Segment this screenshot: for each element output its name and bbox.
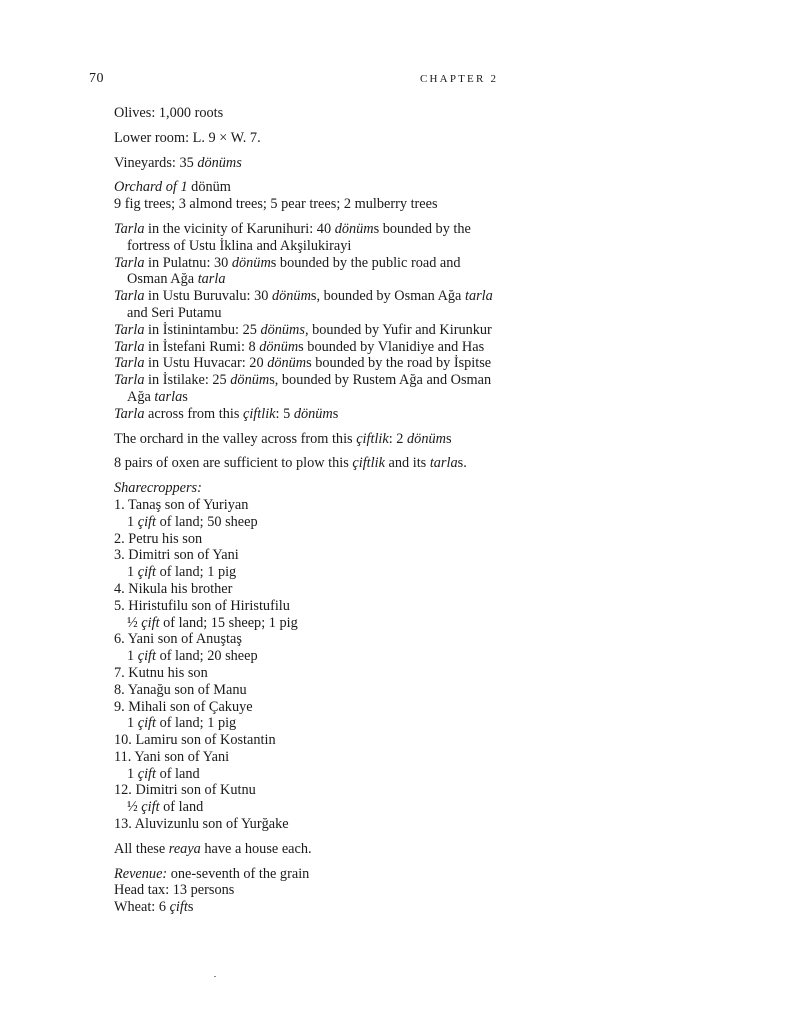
text-run: ½ — [127, 614, 142, 631]
text-run: 8. Yanağu son of Manu — [114, 681, 247, 698]
italic-term: Sharecroppers: — [114, 480, 202, 497]
continuation-line — [114, 389, 494, 406]
page-number: 70 — [89, 71, 104, 86]
text-run: s — [182, 388, 188, 405]
text-run: 11. Yani son of Yani — [114, 748, 230, 765]
text-run: Lower room: L. 9 × W. 7. — [114, 129, 261, 146]
text-line — [114, 732, 494, 749]
italic-term: çift — [141, 799, 160, 816]
italic-term: çiftlik — [242, 405, 276, 422]
italic-term: tarla — [429, 455, 458, 472]
text-line — [114, 497, 494, 514]
text-run: s bounded by the public road and — [270, 254, 461, 271]
italic-term: dönüm — [259, 338, 299, 355]
text-run: 1 — [127, 648, 138, 665]
italic-term: dönüm — [334, 220, 374, 237]
italic-term: dönüm — [293, 405, 333, 422]
italic-term: çift — [137, 715, 156, 732]
text-run: , bounded by Yufir and Kirunkur — [304, 321, 492, 338]
text-run: All these — [114, 840, 169, 857]
italic-term: çiftlik — [356, 430, 389, 447]
italic-term: dönüm — [271, 288, 311, 305]
text-run: have a house each. — [200, 840, 312, 857]
text-run: Osman Ağa — [127, 271, 198, 288]
continuation-line — [114, 305, 494, 322]
text-run: of land; 20 sheep — [156, 648, 258, 665]
italic-term: çift — [169, 899, 188, 916]
text-run: of land; 1 pig — [156, 564, 237, 581]
text-run: in İstefani Rumi: 8 — [144, 338, 260, 355]
italic-term: Tarla — [114, 288, 145, 305]
text-line — [114, 105, 494, 122]
text-run: of land; 15 sheep; 1 pig — [159, 614, 298, 631]
text-line — [114, 179, 494, 196]
italic-term: çift — [137, 648, 156, 665]
text-run: in İstilake: 25 — [144, 372, 231, 389]
continuation-line — [114, 766, 494, 783]
continuation-line — [114, 799, 494, 816]
text-run: in the vicinity of Karunihuri: 40 — [144, 220, 335, 237]
text-run: dönüm — [187, 179, 231, 196]
continuation-line — [114, 514, 494, 531]
text-run: s, bounded by Osman Ağa — [310, 288, 465, 305]
italic-term: Tarla — [114, 321, 145, 338]
text-run: Olives: 1,000 roots — [114, 105, 224, 121]
italic-term: dönüm — [230, 372, 270, 389]
text-run: of land — [159, 799, 204, 816]
text-block — [114, 431, 494, 448]
text-run: Vineyards: 35 — [114, 154, 198, 171]
text-run: s bounded by the road by İspitse — [306, 355, 492, 372]
text-run: 5. Hiristufilu son of Hiristufilu — [114, 597, 290, 614]
text-block — [114, 866, 494, 916]
text-run: Head tax: 13 persons — [114, 882, 235, 899]
continuation-line — [114, 238, 494, 255]
text-line — [114, 899, 494, 916]
text-line — [114, 255, 494, 272]
italic-term: çiftlik — [352, 455, 385, 472]
text-run: s bounded by Vlanidiye and Has — [298, 338, 485, 355]
italic-term: dönüms — [260, 321, 305, 338]
text-line — [114, 841, 494, 858]
text-run: s — [187, 899, 194, 916]
italic-term: çift — [141, 614, 160, 631]
text-run: s, bounded by Rustem Ağa and Osman — [269, 372, 492, 389]
continuation-line — [114, 715, 494, 732]
continuation-line — [114, 271, 494, 288]
text-line — [114, 866, 494, 883]
italic-term: çift — [137, 564, 156, 581]
italic-term: Orchard of 1 — [114, 179, 188, 196]
text-run: 1 — [127, 765, 138, 782]
text-line — [114, 221, 494, 238]
text-line — [114, 699, 494, 716]
text-line — [114, 455, 494, 472]
italic-term: Tarla — [114, 355, 145, 372]
italic-term: Tarla — [114, 372, 145, 389]
continuation-line — [114, 648, 494, 665]
text-run: Ağa — [127, 388, 155, 405]
continuation-line — [114, 615, 494, 632]
text-run: in İstinintambu: 25 — [144, 321, 261, 338]
text-line — [114, 581, 494, 598]
italic-term: reaya — [168, 840, 201, 857]
text-run: 1. Tanaş son of Yuriyan — [114, 496, 249, 513]
text-run: 12. Dimitri son of Kutnu — [114, 782, 256, 799]
text-line — [114, 355, 494, 372]
text-run: The orchard in the valley across from this — [114, 430, 357, 447]
page-body — [114, 105, 494, 924]
italic-term: tarla — [154, 388, 183, 405]
continuation-line — [114, 564, 494, 581]
text-block — [114, 841, 494, 858]
text-line — [114, 339, 494, 356]
italic-term: dönüm — [267, 355, 307, 372]
text-run: and its — [384, 455, 430, 472]
text-line — [114, 130, 494, 147]
text-run: fortress of Ustu İklina and Akşilukirayi — [127, 237, 352, 254]
text-run: 1 — [127, 513, 138, 530]
text-run: of land; 50 sheep — [156, 513, 258, 530]
text-block — [114, 179, 494, 213]
text-run: and Seri Putamu — [127, 304, 222, 321]
text-line — [114, 882, 494, 899]
italic-term: Tarla — [114, 405, 145, 422]
text-line — [114, 749, 494, 766]
text-line — [114, 372, 494, 389]
text-run: one-seventh of the grain — [167, 865, 310, 882]
text-line — [114, 682, 494, 699]
italic-term: çift — [137, 513, 156, 530]
text-run: 9. Mihali son of Çakuye — [114, 698, 253, 715]
text-line — [114, 155, 494, 172]
text-run: in Ustu Huvacar: 20 — [144, 355, 268, 372]
text-run: of land — [156, 765, 200, 782]
italic-term: tarla — [197, 271, 226, 288]
text-run: 10. Lamiru son of Kostantin — [114, 732, 276, 749]
italic-term: Tarla — [114, 338, 145, 355]
italic-term: Tarla — [114, 220, 145, 237]
text-run: : 5 — [275, 405, 294, 422]
text-run: 8 pairs of oxen are sufficient to plow this — [114, 455, 353, 472]
text-run: in Pulatnu: 30 — [144, 254, 232, 271]
text-line — [114, 322, 494, 339]
text-run: 13. Aluvizunlu son of Yurğake — [114, 816, 289, 833]
text-run: ½ — [127, 799, 142, 816]
text-run: 2. Petru his son — [114, 530, 203, 547]
text-line — [114, 288, 494, 305]
text-block — [114, 221, 494, 423]
italic-term: dönüm — [407, 430, 446, 447]
text-run: 4. Nikula his brother — [114, 580, 233, 597]
text-block — [114, 480, 494, 833]
text-run: across from this — [144, 405, 243, 422]
italic-term: dönüms — [197, 154, 242, 171]
text-run: : 2 — [388, 430, 408, 447]
text-run: in Ustu Buruvalu: 30 — [144, 288, 272, 305]
text-line — [114, 665, 494, 682]
text-line — [114, 598, 494, 615]
text-run: 7. Kutnu his son — [114, 664, 208, 681]
text-line — [114, 196, 494, 213]
text-run: s. — [457, 455, 467, 472]
scan-speck — [214, 976, 216, 977]
text-run: 9 fig trees; 3 almond trees; 5 pear trees; 2 mulberry trees — [114, 196, 438, 213]
italic-term: tarla — [464, 288, 493, 305]
text-run: Wheat: 6 — [114, 899, 170, 916]
italic-term: Revenue: — [114, 865, 168, 882]
italic-term: dönüm — [231, 254, 271, 271]
text-run: s bounded by the — [373, 220, 471, 237]
italic-term: Tarla — [114, 254, 145, 271]
text-run: of land; 1 pig — [156, 715, 237, 732]
text-line — [114, 547, 494, 564]
text-line — [114, 782, 494, 799]
text-run: 3. Dimitri son of Yani — [114, 547, 239, 564]
text-run: s — [332, 405, 339, 422]
text-run: 1 — [127, 715, 138, 732]
text-line — [114, 431, 494, 448]
text-run: 6. Yani son of Anuştaş — [114, 631, 242, 648]
text-block — [114, 455, 494, 472]
text-line — [114, 631, 494, 648]
text-run: s — [445, 430, 452, 447]
text-block — [114, 105, 494, 122]
text-block — [114, 155, 494, 172]
text-line — [114, 816, 494, 833]
text-line — [114, 531, 494, 548]
text-run: 1 — [127, 564, 138, 581]
text-line — [114, 406, 494, 423]
italic-term: çift — [137, 765, 156, 782]
text-line — [114, 480, 494, 497]
running-head: CHAPTER 2 — [420, 73, 499, 85]
text-block — [114, 130, 494, 147]
